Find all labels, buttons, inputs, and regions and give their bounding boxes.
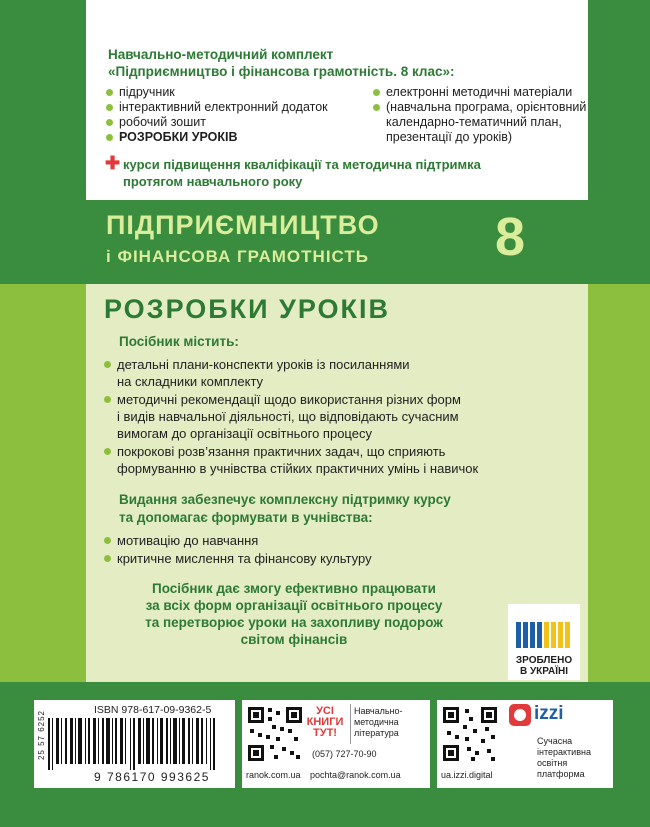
kit-right-list <box>373 85 588 145</box>
izzi-site[interactable]: ua.izzi.digital <box>441 770 493 780</box>
made-in-ukraine-badge <box>508 604 580 680</box>
closing-text <box>104 580 484 648</box>
line: формуванню в учнівства стійких практичних умінь і навичок <box>117 461 479 476</box>
line: і видів навчальної діяльності, що відповідають сучасним <box>117 409 459 424</box>
line: за всіх форм організації освітнього процесу <box>145 598 443 613</box>
support-item: критичне мислення та фінансову культуру <box>104 550 574 568</box>
contents-item <box>104 443 574 477</box>
line: освітня <box>537 758 568 768</box>
line: УСІ <box>316 705 334 717</box>
line: Посібник дає змогу ефективно працювати <box>152 581 436 596</box>
kit-item: інтерактивний електронний додаток <box>106 100 376 115</box>
kit-title-line2: «Підприємництво і фінансова грамотність. 8 клас»: <box>108 64 455 79</box>
book-title: РОЗРОБКИ УРОКІВ <box>104 294 390 324</box>
barcode-digits: 9 786170 993625 <box>94 770 210 784</box>
line: методична <box>354 717 399 727</box>
line: ТУТ! <box>313 727 337 739</box>
publisher-box <box>242 700 430 788</box>
publisher-desc <box>354 706 403 739</box>
all-books-badge <box>304 706 346 739</box>
plus-line1: курси підвищення кваліфікації та методична підтримка <box>123 157 481 172</box>
kit-title-line1: Навчально-методичний комплект <box>108 47 334 62</box>
series-title-line1: ПІДПРИЄМНИЦТВО <box>106 210 380 240</box>
series-title-line2: і ФІНАНСОВА ГРАМОТНІСТЬ <box>106 247 370 266</box>
made-in-ukraine-text <box>508 655 580 677</box>
line: методичні рекомендації щодо використання різних форм <box>117 392 461 407</box>
line: КНИГИ <box>306 716 344 728</box>
qr-code-icon <box>246 705 304 763</box>
grade-number: 8 <box>495 207 526 267</box>
contents-list <box>104 356 574 477</box>
publisher-phone: (057) 727-70-90 <box>312 749 377 759</box>
support-heading <box>119 491 451 527</box>
right-green-margin <box>588 0 650 200</box>
kit-item: РОЗРОБКИ УРОКІВ <box>106 130 376 145</box>
line: світом фінансів <box>240 632 348 647</box>
line: та допомагає формувати в учнівства: <box>119 510 373 525</box>
line: покрокові розв’язання практичних задач, що сприяють <box>117 444 446 459</box>
kit-item-line: презентації до уроків) <box>386 130 513 144</box>
line: ЗРОБЛЕНО <box>515 655 573 666</box>
line: та перетворює уроки на захопливу подорож <box>145 615 443 630</box>
izzi-logo-text: izzi <box>534 703 564 724</box>
kit-item: робочий зошит <box>106 115 376 130</box>
divider <box>350 704 351 744</box>
publisher-site[interactable]: ranok.com.ua <box>246 770 301 780</box>
kit-item: підручник <box>106 85 376 100</box>
line: Сучасна <box>537 736 573 746</box>
line: платформа <box>537 769 585 779</box>
kit-left-list <box>106 85 376 145</box>
kit-item-line: календарно-тематичний план, <box>386 115 562 129</box>
barcode-box <box>34 700 235 788</box>
barcode-icon <box>48 718 228 770</box>
line: на складники комплекту <box>117 374 264 389</box>
contents-heading: Посібник містить: <box>119 334 239 349</box>
izzi-desc <box>537 736 591 780</box>
support-item: мотивацію до навчання <box>104 532 574 550</box>
support-list <box>104 532 574 568</box>
qr-code-icon <box>441 705 499 763</box>
line: інтерактивна <box>537 747 591 757</box>
left-lime-margin <box>0 284 86 682</box>
publisher-email[interactable]: pochta@ranok.com.ua <box>310 770 401 780</box>
line: детальні плани-конспекти уроків із посиланнями <box>117 357 410 372</box>
plus-icon: ✚ <box>105 153 121 173</box>
right-lime-margin <box>588 284 650 682</box>
isbn-text: ISBN 978-617-09-9362-5 <box>94 704 212 716</box>
kit-item-line: (навчальна програма, орієнтовний <box>386 100 587 114</box>
made-in-ukraine-logo-icon <box>508 604 580 650</box>
line: Видання забезпечує комплексну підтримку курсу <box>119 492 451 507</box>
plus-line2: протягом навчального року <box>123 174 303 189</box>
contents-item <box>104 391 574 442</box>
line: література <box>354 728 399 738</box>
kit-item: електронні методичні матеріали <box>373 85 588 100</box>
line: вимогам до організації освітнього процесу <box>117 426 372 441</box>
line: Навчально- <box>354 706 403 716</box>
left-green-margin <box>0 0 86 200</box>
kit-item-cont <box>373 100 588 115</box>
izzi-logo-icon <box>509 704 531 726</box>
izzi-box <box>437 700 613 788</box>
line: В УКРАЇНІ <box>519 666 569 677</box>
barcode-side-number: 25 57 6252 <box>37 710 46 761</box>
contents-item <box>104 356 574 390</box>
